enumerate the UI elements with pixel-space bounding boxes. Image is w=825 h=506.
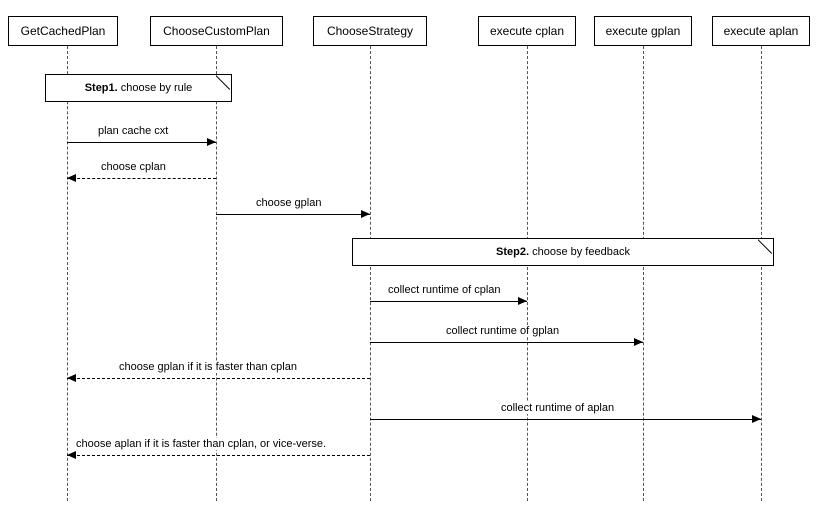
message-line-choose-aplan-faster (67, 455, 370, 456)
note-step1 (45, 74, 232, 102)
lifeline-line-choosecustomplan (216, 46, 217, 501)
lifeline-line-execute-gplan (643, 46, 644, 501)
lifeline-head-choosecustomplan[interactable] (150, 16, 283, 46)
lifeline-label: execute gplan (605, 24, 681, 38)
lifeline-line-execute-aplan (761, 46, 762, 501)
message-label-choose-aplan-faster: choose aplan if it is faster than cplan, or vice-verse. (76, 438, 327, 450)
lifeline-head-execute-aplan[interactable] (712, 16, 810, 46)
lifeline-label: ChooseCustomPlan (163, 24, 270, 38)
message-line-choose-cplan (67, 178, 216, 179)
note-step1-rest: choose by rule (117, 82, 193, 94)
note-fold-edge-icon (216, 75, 231, 90)
message-line-plan-cache-cxt (67, 142, 216, 143)
note-step1-text (46, 82, 231, 94)
lifeline-head-getcachedplan[interactable] (8, 16, 118, 46)
note-fold-edge-icon (758, 239, 773, 254)
arrow-left-icon (67, 451, 76, 459)
note-step1-bold: Step1. (84, 82, 118, 94)
message-label-choose-gplan-faster: choose gplan if it is faster than cplan (119, 361, 297, 373)
note-step2-text (353, 246, 773, 258)
arrow-right-icon (361, 210, 370, 218)
message-line-collect-runtime-aplan (370, 419, 761, 420)
lifeline-head-execute-gplan[interactable] (594, 16, 692, 46)
note-step2 (352, 238, 774, 266)
message-line-choose-gplan (216, 214, 370, 215)
lifeline-label: execute cplan (489, 24, 565, 38)
lifeline-label: execute aplan (723, 24, 799, 38)
arrow-left-icon (67, 374, 76, 382)
message-line-collect-runtime-cplan (370, 301, 527, 302)
message-line-collect-runtime-gplan (370, 342, 643, 343)
arrow-right-icon (634, 338, 643, 346)
lifeline-label: GetCachedPlan (20, 24, 106, 38)
message-label-choose-cplan: choose cplan (101, 161, 166, 173)
lifeline-head-execute-cplan[interactable] (478, 16, 576, 46)
arrow-right-icon (207, 138, 216, 146)
message-line-choose-gplan-faster (67, 378, 370, 379)
message-label-collect-runtime-cplan: collect runtime of cplan (388, 284, 501, 296)
note-step2-rest: choose by feedback (529, 246, 630, 258)
message-label-plan-cache-cxt: plan cache cxt (98, 125, 169, 137)
lifeline-line-getcachedplan (67, 46, 68, 501)
note-step2-bold: Step2. (496, 246, 530, 258)
lifeline-label: ChooseStrategy (326, 24, 414, 38)
message-label-choose-gplan: choose gplan (256, 197, 322, 209)
arrow-left-icon (67, 174, 76, 182)
message-label-collect-runtime-aplan: collect runtime of aplan (501, 402, 615, 414)
message-label-collect-runtime-gplan: collect runtime of gplan (446, 325, 560, 337)
arrow-right-icon (518, 297, 527, 305)
lifeline-line-execute-cplan (527, 46, 528, 501)
lifeline-head-choosestrategy[interactable] (313, 16, 427, 46)
lifeline-line-choosestrategy (370, 46, 371, 501)
arrow-right-icon (752, 415, 761, 423)
